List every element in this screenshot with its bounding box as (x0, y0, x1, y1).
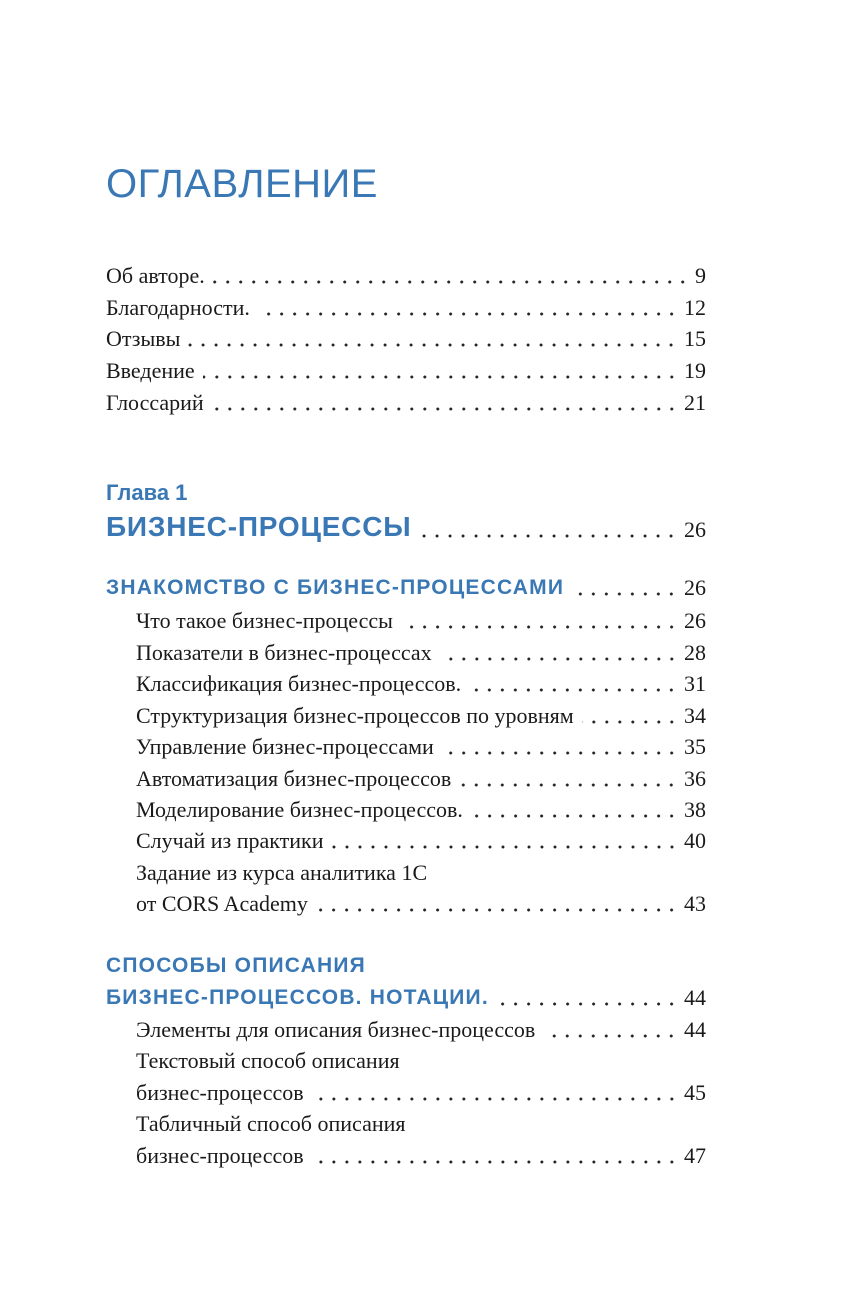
toc-subentry-label: Что такое бизнес-процессы (136, 608, 393, 633)
toc-subentry-page: 35 (684, 734, 706, 759)
toc-subentry-page: 28 (684, 640, 706, 665)
toc-entry-label: Введение (106, 358, 195, 383)
toc-subentry[interactable] (106, 793, 706, 824)
toc-subentry-page: 45 (684, 1080, 706, 1105)
toc-section-entry[interactable] (106, 571, 706, 602)
toc-subentry[interactable] (106, 667, 706, 698)
dot-leader (442, 751, 678, 755)
toc-subentry-page: 40 (684, 828, 706, 853)
toc-subentry-label: бизнес-процессов (136, 1143, 304, 1168)
toc-subentry[interactable] (106, 636, 706, 667)
toc-subentry[interactable] (106, 699, 706, 730)
toc-subentry[interactable] (106, 762, 706, 793)
dot-leader (419, 534, 678, 538)
toc-section-entry[interactable] (106, 981, 706, 1012)
toc-subentry-label: Элементы для описания бизнес-процессов (136, 1017, 536, 1042)
toc-entry-page: 21 (684, 390, 706, 415)
toc-subentry[interactable] (106, 1013, 706, 1044)
dot-leader (469, 688, 678, 692)
toc-subentry-label: от CORS Academy (136, 891, 308, 916)
toc-entry[interactable] (106, 291, 706, 322)
toc-subentry-page: 34 (684, 703, 706, 728)
toc-entry[interactable] (106, 386, 706, 417)
toc-subentry-page: 26 (684, 608, 706, 633)
dot-leader (258, 312, 678, 316)
toc-subentry[interactable] (106, 887, 706, 918)
toc-subentry[interactable] (106, 1139, 706, 1170)
dot-leader (312, 1097, 678, 1101)
dot-leader (203, 375, 678, 379)
toc-entry-page: 19 (684, 358, 706, 383)
toc-subentry-label: Классификация бизнес-процессов. (136, 671, 462, 696)
dot-leader (572, 592, 678, 596)
dot-leader (213, 280, 689, 284)
toc-entry-page: 12 (684, 295, 706, 320)
section-title: ЗНАКОМСТВО С БИЗНЕС-ПРОЦЕССАМИ (106, 576, 565, 599)
toc-entry[interactable] (106, 322, 706, 353)
toc-subentry-page: 31 (684, 671, 706, 696)
toc-subentry-label: бизнес-процессов (136, 1080, 304, 1105)
toc-subentry-label: Моделирование бизнес-процессов. (136, 797, 463, 822)
dot-leader (212, 407, 678, 411)
toc-subentry[interactable] (106, 824, 706, 855)
toc-subentry-label: Случай из практики (136, 828, 324, 853)
toc-subentry-label[interactable]: Задание из курса аналитика 1С (136, 860, 428, 885)
dot-leader (459, 783, 678, 787)
toc-subentry-page: 44 (684, 1017, 706, 1042)
dot-leader (188, 343, 678, 347)
toc-entry-label: Об авторе. (106, 263, 205, 288)
toc-subentry-page: 36 (684, 766, 706, 791)
toc-entry[interactable] (106, 354, 706, 385)
section-title: БИЗНЕС-ПРОЦЕССОВ. НОТАЦИИ. (106, 986, 489, 1009)
toc-entry-label: Благодарности. (106, 295, 250, 320)
toc-subentry-label[interactable]: Табличный способ описания (136, 1111, 406, 1136)
chapter-page: 26 (684, 517, 706, 542)
toc-chapter-entry[interactable] (106, 506, 706, 544)
toc-subentry[interactable] (106, 604, 706, 635)
section-page: 26 (684, 575, 706, 600)
toc-entry[interactable] (106, 259, 706, 290)
toc-entry-page: 9 (695, 263, 706, 288)
dot-leader (332, 845, 678, 849)
section-title[interactable]: СПОСОБЫ ОПИСАНИЯ (106, 954, 366, 977)
toc-subentry[interactable] (106, 1076, 706, 1107)
dot-leader (582, 720, 678, 724)
chapter-label: Глава 1 (106, 480, 188, 505)
toc-subentry-page: 43 (684, 891, 706, 916)
dot-leader (543, 1034, 678, 1038)
toc-subentry[interactable] (106, 730, 706, 761)
toc-subentry-label: Автоматизация бизнес-процессов (136, 766, 452, 791)
toc-entry-label: Отзывы (106, 326, 181, 351)
toc-entry-label: Глоссарий (106, 390, 204, 415)
toc-entry-page: 15 (684, 326, 706, 351)
toc-subentry-label: Управление бизнес-процессами (136, 734, 434, 759)
dot-leader (497, 1002, 678, 1006)
chapter-title: БИЗНЕС-ПРОЦЕССЫ (106, 511, 412, 542)
dot-leader (316, 908, 678, 912)
toc-subentry-page: 47 (684, 1143, 706, 1168)
toc-subentry-label: Структуризация бизнес-процессов по уровням (136, 703, 574, 728)
toc-subentry-page: 38 (684, 797, 706, 822)
dot-leader (471, 814, 678, 818)
dot-leader (440, 657, 678, 661)
toc-subentry-label[interactable]: Текстовый способ описания (136, 1048, 400, 1073)
dot-leader (312, 1160, 678, 1164)
dot-leader (401, 625, 678, 629)
section-page: 44 (684, 985, 706, 1010)
toc-subentry-label: Показатели в бизнес-процессах (136, 640, 432, 665)
toc-heading: ОГЛАВЛЕНИЕ (106, 162, 378, 206)
